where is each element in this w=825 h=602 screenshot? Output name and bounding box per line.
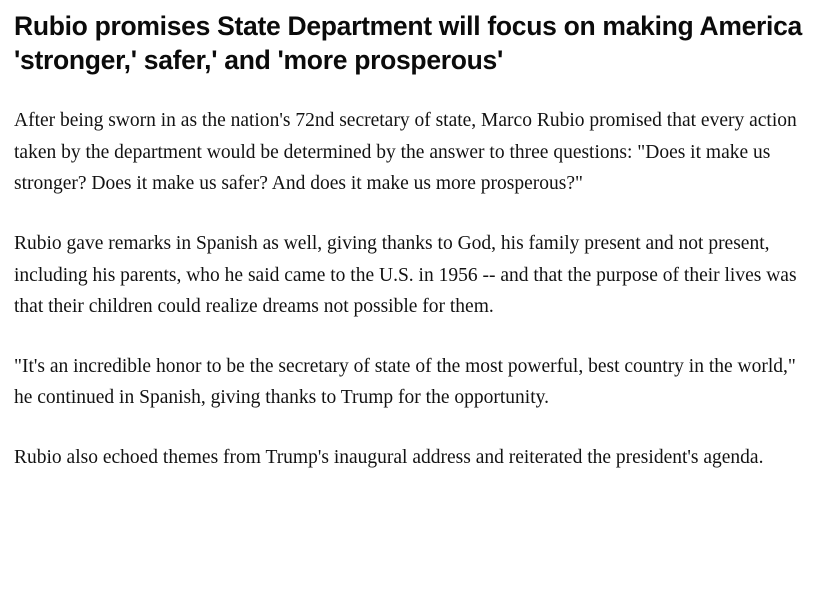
article-body (14, 105, 811, 473)
page-title: Rubio promises State Department will focus on making America 'stronger,' safer,' and 'more prosperous' (14, 11, 802, 75)
article-paragraph: "It's an incredible honor to be the secretary of state of the most powerful, best country in the world," he continued in Spanish, giving thanks to Trump for the opportunity. (14, 355, 796, 409)
article-paragraph: After being sworn in as the nation's 72nd secretary of state, Marco Rubio promised that every action taken by the department would be determined by the answer to three questions: "Does it make us stronger? Does it make us safer? And does it make us more prosperous?" (14, 110, 797, 195)
article-paragraph: Rubio also echoed themes from Trump's inaugural address and reiterated the president's agenda. (14, 446, 764, 468)
article-paragraph: Rubio gave remarks in Spanish as well, giving thanks to God, his family present and not present, including his parents, who he said came to the U.S. in 1956 -- and that the purpose of their lives was that their children could realize dreams not possible for them. (14, 233, 797, 318)
